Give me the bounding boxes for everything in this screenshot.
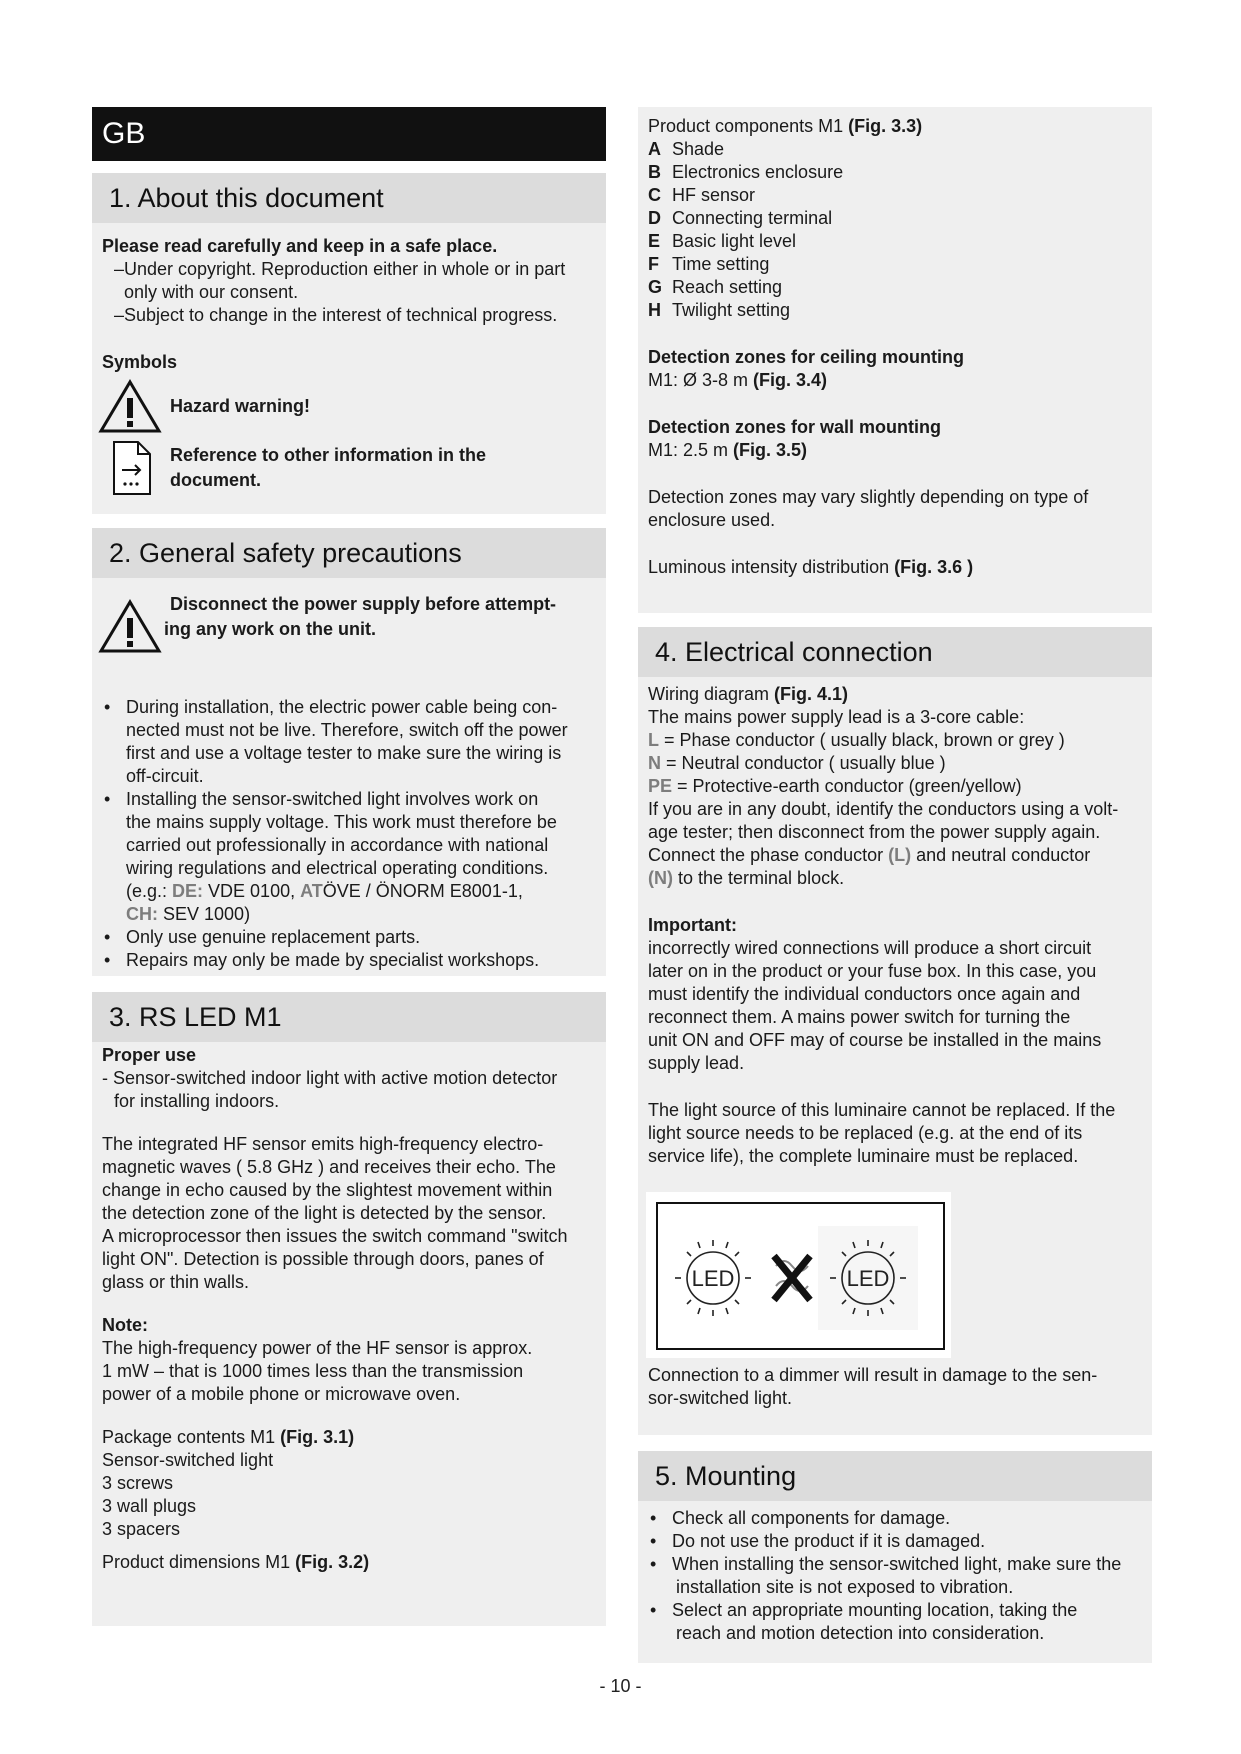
note-label: Note: <box>102 1315 148 1335</box>
led-label: LED <box>846 1266 890 1291</box>
section-title: 3. RS LED M1 <box>92 992 606 1042</box>
list-item: • When installing the sensor-switched light, make sure the installation site is not exposed to vibration. <box>648 1553 1142 1599</box>
list-item: 3 spacers <box>102 1519 181 1539</box>
right-column <box>638 107 1152 1663</box>
symbols-label: Symbols <box>102 352 178 372</box>
list-item: C HF sensor <box>648 185 756 205</box>
section-title: 2. General safety precautions <box>92 528 606 578</box>
left-column <box>92 107 606 1626</box>
proper-use-label: Proper use <box>102 1045 197 1065</box>
section-title: 1. About this document <box>92 173 606 223</box>
luminous-distribution-label: Luminous intensity distribution (Fig. 3.6 ) <box>648 557 974 577</box>
wall-zone-label: Detection zones for wall mounting <box>648 417 942 437</box>
disconnect-warning: Disconnect the power supply before attempt- ing any work on the unit. <box>98 592 606 654</box>
section-safety <box>92 528 606 976</box>
led-label: LED <box>691 1266 735 1291</box>
important-label: Important: <box>648 915 737 935</box>
components-label: Product components M1 (Fig. 3.3) <box>648 116 923 136</box>
section-electrical: 4. Electrical connection Wiring diagram (Fig. 4.1) The mains power supply lead is a 3-core cable: L = Phase conductor ( usually black, brown or grey ) N = Neutral conductor ( usually blue ) PE = Protective-earth conductor (green/yellow) If you are in any doubt, identify the conductors using a volt- age tester; then disconnect from the power supply again. Connect the phase conductor (L) and neutral conductor (N) to the terminal block. Important: incorrectly wired connections will produce a short circuit later on in the product or your fuse box. In this case, you must identify the individual conductors once again and reconnect them. A mains power switch for turning the unit ON and OFF may of course be installed in the mains supply lead. The light source of this luminaire cannot be replaced. If the light source needs to be replaced (e.g. at the end of its service life), the complete luminaire must be replaced. LED LED Connection to a dimmer will result in damage to the sen- sor-switched light. <box>638 627 1152 1435</box>
hazard-row <box>98 378 606 434</box>
section-mounting <box>638 1451 1152 1663</box>
list-item: 3 wall plugs <box>102 1496 197 1516</box>
language-header: GB <box>92 107 606 161</box>
mounting-list <box>648 1507 1142 1645</box>
hazard-label: Hazard warning! <box>170 395 311 416</box>
dimmer-crossed-icon <box>774 1256 810 1300</box>
list-item: • Select an appropriate mounting location, taking the reach and motion detection into consideration. <box>648 1599 1142 1645</box>
no-dimmer-figure <box>646 1192 951 1358</box>
led-dimmer-diagram <box>658 1204 943 1348</box>
list-item: F Time setting <box>648 254 770 274</box>
list-item: Sensor-switched light <box>102 1450 274 1470</box>
list-item: 3 screws <box>102 1473 174 1493</box>
warning-triangle-icon <box>98 598 162 654</box>
package-contents-label: Package contents M1 (Fig. 3.1) <box>102 1427 355 1447</box>
list-item: • Do not use the product if it is damaged. <box>648 1530 1142 1553</box>
list-item: • Repairs may only be made by specialist workshops. <box>102 949 596 972</box>
safety-list <box>102 696 596 972</box>
section-title: 4. Electrical connection <box>638 627 1152 677</box>
list-item: B Electronics enclosure <box>648 162 844 182</box>
section-about: 1. About this document Please read carefully and keep in a safe place. –Under copyright. Reproduction either in whole or in part only with our consent. –Subject to change in the interest of technical progress. Symbols Hazard warning! Reference to other information in the document. <box>92 173 606 514</box>
list-item: • Check all components for damage. <box>648 1507 1142 1530</box>
list-item: E Basic light level <box>648 231 797 251</box>
page-number: - 10 - <box>599 1676 642 1696</box>
intro-text: Please read carefully and keep in a safe place. <box>102 236 498 256</box>
section-rs-led: 3. RS LED M1 Proper use - Sensor-switched indoor light with active motion detector for installing indoors. The integrated HF sensor emits high-frequency electro- magnetic waves ( 5.8 GHz ) and receives their echo. The change in echo caused by the slightest movement within the detection zone of the light is detected by the sensor. A microprocessor then issues the switch command "switch light ON". Detection is possible through doors, panes of glass or thin walls. Note: The high-frequency power of the HF sensor is approx. 1 mW – that is 1000 times less than the transmission power of a mobile phone or microwave oven. Package contents M1 (Fig. 3.1) Sensor-switched light 3 screws 3 wall plugs 3 spacers Product dimensions M1 (Fig. 3.2) <box>92 992 606 1626</box>
ceiling-zone-label: Detection zones for ceiling mounting <box>648 347 965 367</box>
section-title: 5. Mounting <box>638 1451 1152 1501</box>
product-dimensions-label: Product dimensions M1 (Fig. 3.2) <box>102 1552 370 1572</box>
reference-row <box>98 440 606 496</box>
section-components: Product components M1 (Fig. 3.3) A Shade B Electronics enclosure C HF sensor D Connecting terminal E Basic light level F Time setting G Reach setting H Twilight setting Detection zones for ceiling mounting M1: Ø 3-8 m (Fig. 3.4) Detection zones for wall mounting M1: 2.5 m (Fig. 3.5) Detection zones may vary slightly depending on type of enclosure used. Luminous intensity distribution (Fig. 3.6 ) <box>638 107 1152 613</box>
list-item: A Shade <box>648 139 725 159</box>
warning-triangle-icon <box>98 378 162 434</box>
list-item: D Connecting terminal <box>648 208 833 228</box>
reference-label-line1: Reference to other information in the <box>170 445 487 465</box>
list-item: G Reach setting <box>648 277 783 297</box>
list-item: • Installing the sensor-switched light involves work on the mains supply voltage. This work must therefore be carried out professionally in accordance with national wiring regulations and electrical operating conditions. (e.g.: DE: VDE 0100, ATÖVE / ÖNORM E8001-1, CH: SEV 1000) <box>102 788 596 926</box>
list-item: H Twilight setting <box>648 300 791 320</box>
list-item: • Only use genuine replacement parts. <box>102 926 596 949</box>
reference-label-line2: document. <box>170 470 262 490</box>
reference-document-icon <box>98 440 162 496</box>
list-item: • During installation, the electric power cable being con- nected must not be live. Therefore, switch off the power first and use a voltage tester to make sure the wiring is off-circuit. <box>102 696 596 788</box>
